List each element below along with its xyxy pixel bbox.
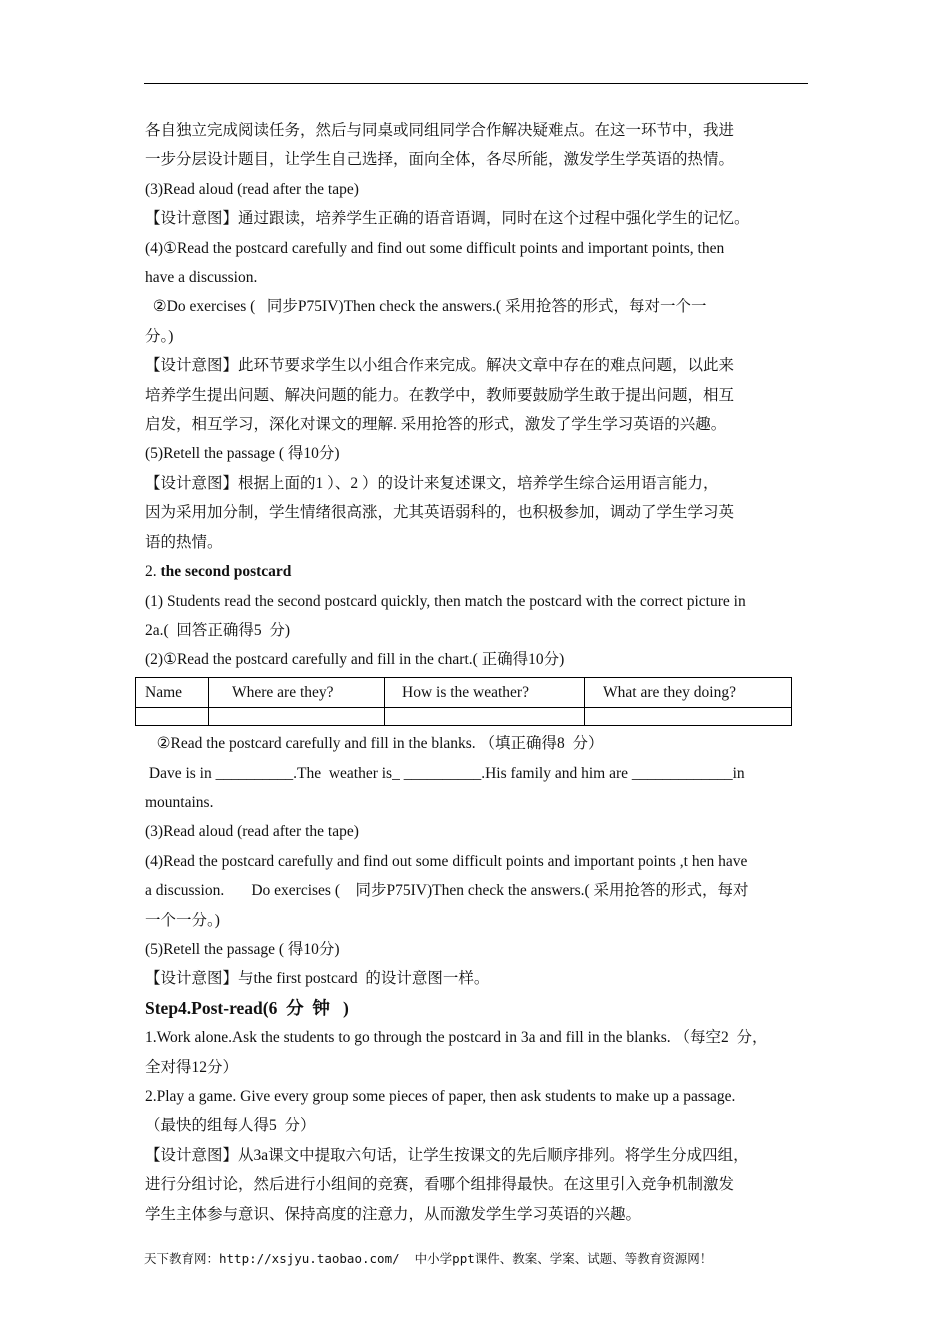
chart-cell-weather[interactable] <box>385 708 585 726</box>
text-line: 【设计意图】从3a课文中提取六句话，让学生按课文的先后顺序排列。将学生分成四组， <box>145 1146 749 1164</box>
section-2-number: 2. <box>145 563 161 581</box>
chart-header-name: Name <box>136 677 209 707</box>
chart-cell-doing[interactable] <box>585 708 792 726</box>
text-line: 一个一分。) <box>145 911 220 929</box>
chart-header-weather: How is the weather? <box>385 677 585 707</box>
section-2-title: the second postcard <box>160 563 292 581</box>
header-rule <box>144 83 808 84</box>
text-line: 学生主体参与意识、保持高度的注意力，从而激发学生学习英语的兴趣。 <box>145 1205 642 1223</box>
fill-in-chart <box>135 677 792 726</box>
text-line: mountains. <box>145 793 214 811</box>
text-line: 各自独立完成阅读任务，然后与同桌或同组同学合作解决疑难点。在这一环节中，我进 <box>145 122 735 139</box>
text-line: 1.Work alone.Ask the students to go through the postcard in 3a and fill in the blanks. （每空2 分， <box>145 1029 768 1047</box>
step4-heading: Step4.Post-read(6 分 钟 ) <box>145 997 349 1018</box>
text-line: ②Read the postcard carefully and fill in the blanks. （填正确得8 分） <box>145 735 604 753</box>
text-line: 进行分组讨论，然后进行小组间的竞赛，看哪个组排得最快。在这里引入竞争机制激发 <box>145 1176 735 1194</box>
text-line: 启发，相互学习，深化对课文的理解. 采用抢答的形式，激发了学生学习英语的兴趣。 <box>145 416 727 434</box>
text-line: (4)①Read the postcard carefully and find out some difficult points and important points, then <box>145 239 725 257</box>
text-line: (3)Read aloud (read after the tape) <box>145 180 359 198</box>
paragraph-group-b <box>145 587 817 675</box>
text-line: (1) Students read the second postcard quickly, then match the postcard with the correct picture in <box>145 592 746 610</box>
text-line: Dave is in __________.The weather is_ __________.His family and him are _____________in <box>145 764 745 782</box>
chart-cell-where[interactable] <box>209 708 385 726</box>
text-line: 全对得12分） <box>145 1058 239 1076</box>
text-line: (4)Read the postcard carefully and find out some difficult points and important points ,t hen have <box>145 852 748 870</box>
text-line: 培养学生提出问题、解决问题的能力。在教学中，教师要鼓励学生敢于提出问题，相互 <box>145 386 735 404</box>
section-2-heading <box>145 557 817 586</box>
text-line: (5)Retell the passage ( 得10分) <box>145 445 340 463</box>
text-line: 【设计意图】此环节要求学生以小组合作来完成。解决文章中存在的难点问题，以此来 <box>145 357 735 375</box>
text-line: 因为采用加分制，学生情绪很高涨，尤其英语弱科的，也积极参加，调动了学生学习英 <box>145 504 735 522</box>
text-line: a discussion. Do exercises ( 同步P75IV)Then check the answers.( 采用抢答的形式，每对 <box>145 882 749 900</box>
text-line: 语的热情。 <box>145 533 223 551</box>
text-line: (5)Retell the passage ( 得10分) <box>145 940 340 958</box>
text-line: 【设计意图】根据上面的1 ）、2 ）的设计来复述课文，培养学生综合运用语言能力， <box>145 474 719 492</box>
text-line: 【设计意图】与the first postcard 的设计意图一样。 <box>145 970 490 988</box>
chart-header-where: Where are they? <box>209 677 385 707</box>
text-line: 【设计意图】通过跟读，培养学生正确的语音语调，同时在这个过程中强化学生的记忆。 <box>145 210 750 228</box>
chart-header-doing: What are they doing? <box>585 677 792 707</box>
paragraph-group-a <box>145 116 817 557</box>
text-line: ②Do exercises ( 同步P75IV)Then check the answers.( 采用抢答的形式，每对一个一 <box>145 298 707 316</box>
page-footer: 天下教育网：http://xsjyu.taobao.com/ 中小学ppt课件、教案、学案、试题、等教育资源网！ <box>144 1251 713 1266</box>
text-line: 一步分层设计题目，让学生自己选择，面向全体，各尽所能，激发学生学英语的热情。 <box>145 151 735 169</box>
text-line: （最快的组每人得5 分） <box>145 1117 316 1135</box>
chart-header-row <box>136 677 792 707</box>
text-line: (2)①Read the postcard carefully and fill in the chart.( 正确得10分) <box>145 651 565 669</box>
chart-cell-name[interactable] <box>136 708 209 726</box>
text-line: 2a.( 回答正确得5 分) <box>145 621 291 639</box>
text-line: (3)Read aloud (read after the tape) <box>145 823 359 841</box>
paragraph-group-c <box>145 729 817 994</box>
text-line: have a discussion. <box>145 269 258 287</box>
text-line: 分。) <box>145 327 174 345</box>
chart-answer-row <box>136 708 792 726</box>
document-body <box>145 116 817 1229</box>
text-line: 2.Play a game. Give every group some pieces of paper, then ask students to make up a passage. <box>145 1088 736 1105</box>
paragraph-group-d <box>145 1023 817 1229</box>
